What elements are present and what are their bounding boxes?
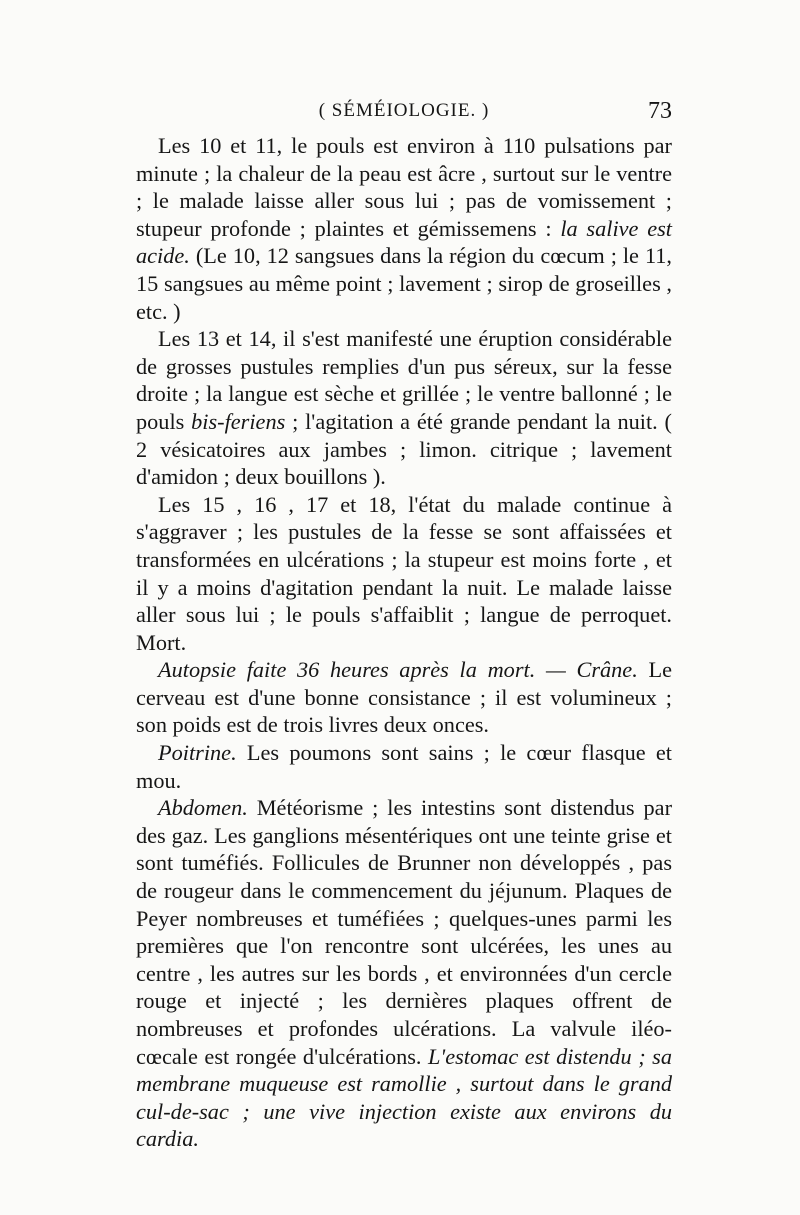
text-span: Les 13 et 14, il s'est manifesté une éruption considérable de grosses pustules remplies d'un pus séreux, sur la fesse droite ; la langue est sèche et grillée ; le ventre ballonné ; le pouls (136, 326, 672, 434)
text-span: Les 15 , 16 , 17 et 18, l'état du malade continue à s'aggraver ; les pustules de la fesse se sont affaissées et transformées en ulcérations ; la stupeur est moins forte , et il y a moins d'agitation pendant la nuit. Le malade laisse aller sous lui ; le pouls s'affaiblit ; langue de perroquet. Mort. (136, 491, 672, 655)
italic-span: la salive est acide. (136, 215, 672, 269)
page-number: 73 (648, 98, 672, 124)
text-span: Le cerveau est d'une bonne consistance ; il est volumineux ; son poids est de trois livres deux onces. (136, 657, 672, 738)
text-span: (Le 10, 12 sangsues dans la région du cœcum ; le 11, 15 sangsues au même point ; lavement ; sirop de groseilles , etc. ) (136, 243, 672, 324)
italic-span: bis-feriens (191, 408, 286, 434)
paragraph-3 (136, 491, 672, 657)
paragraph-5 (136, 739, 672, 794)
section-heading-poitrine: Poitrine. (158, 740, 237, 766)
body-text (136, 132, 672, 1153)
section-heading-abdomen: Abdomen. (158, 795, 248, 821)
paragraph-4 (136, 656, 672, 739)
text-span: Les poumons sont sains ; le cœur flasque et mou. (136, 740, 672, 793)
running-title: ( SÉMÉIOLOGIE. ) (318, 100, 490, 121)
paragraph-2 (136, 325, 672, 491)
italic-span: L'estomac est distendu ; sa membrane muqueuse est ramollie , surtout dans le grand cul-de-sac ; une vive injection existe aux environs du cardia. (136, 1043, 672, 1152)
text-span: ; l'agitation a été grande pendant la nuit. ( 2 vésicatoires aux jambes ; limon. citrique ; lavement d'amidon ; deux bouillons ). (136, 408, 672, 490)
paragraph-1 (136, 132, 672, 325)
text-span: Météorisme ; les intestins sont distendus par des gaz. Les ganglions mésentériques ont une teinte grise et sont tuméfiés. Follicules de Brunner non développés , pas de rougeur dans le commencement du jéjunum. Plaques de Peyer nombreuses et tuméfiées ; quelques-unes parmi les premières que l'on rencontre sont ulcérées, les unes au centre , les autres sur les bords , et environnées d'un cercle rouge et injecté ; les dernières plaques offrent de nombreuses et profondes ulcérations. La valvule iléo-cœcale est rongée d'ulcérations. (136, 795, 672, 1069)
running-head (136, 98, 672, 132)
paragraph-6 (136, 794, 672, 1153)
text-span: Les 10 et 11, le pouls est environ à 110 pulsations par minute ; la chaleur de la peau est âcre , surtout sur le ventre ; le malade laisse aller sous lui ; pas de vomissement ; stupeur profonde ; plaintes et gémissemens : (136, 133, 672, 241)
section-heading-crane: Autopsie faite 36 heures après la mort. — Crâne. (158, 657, 638, 683)
